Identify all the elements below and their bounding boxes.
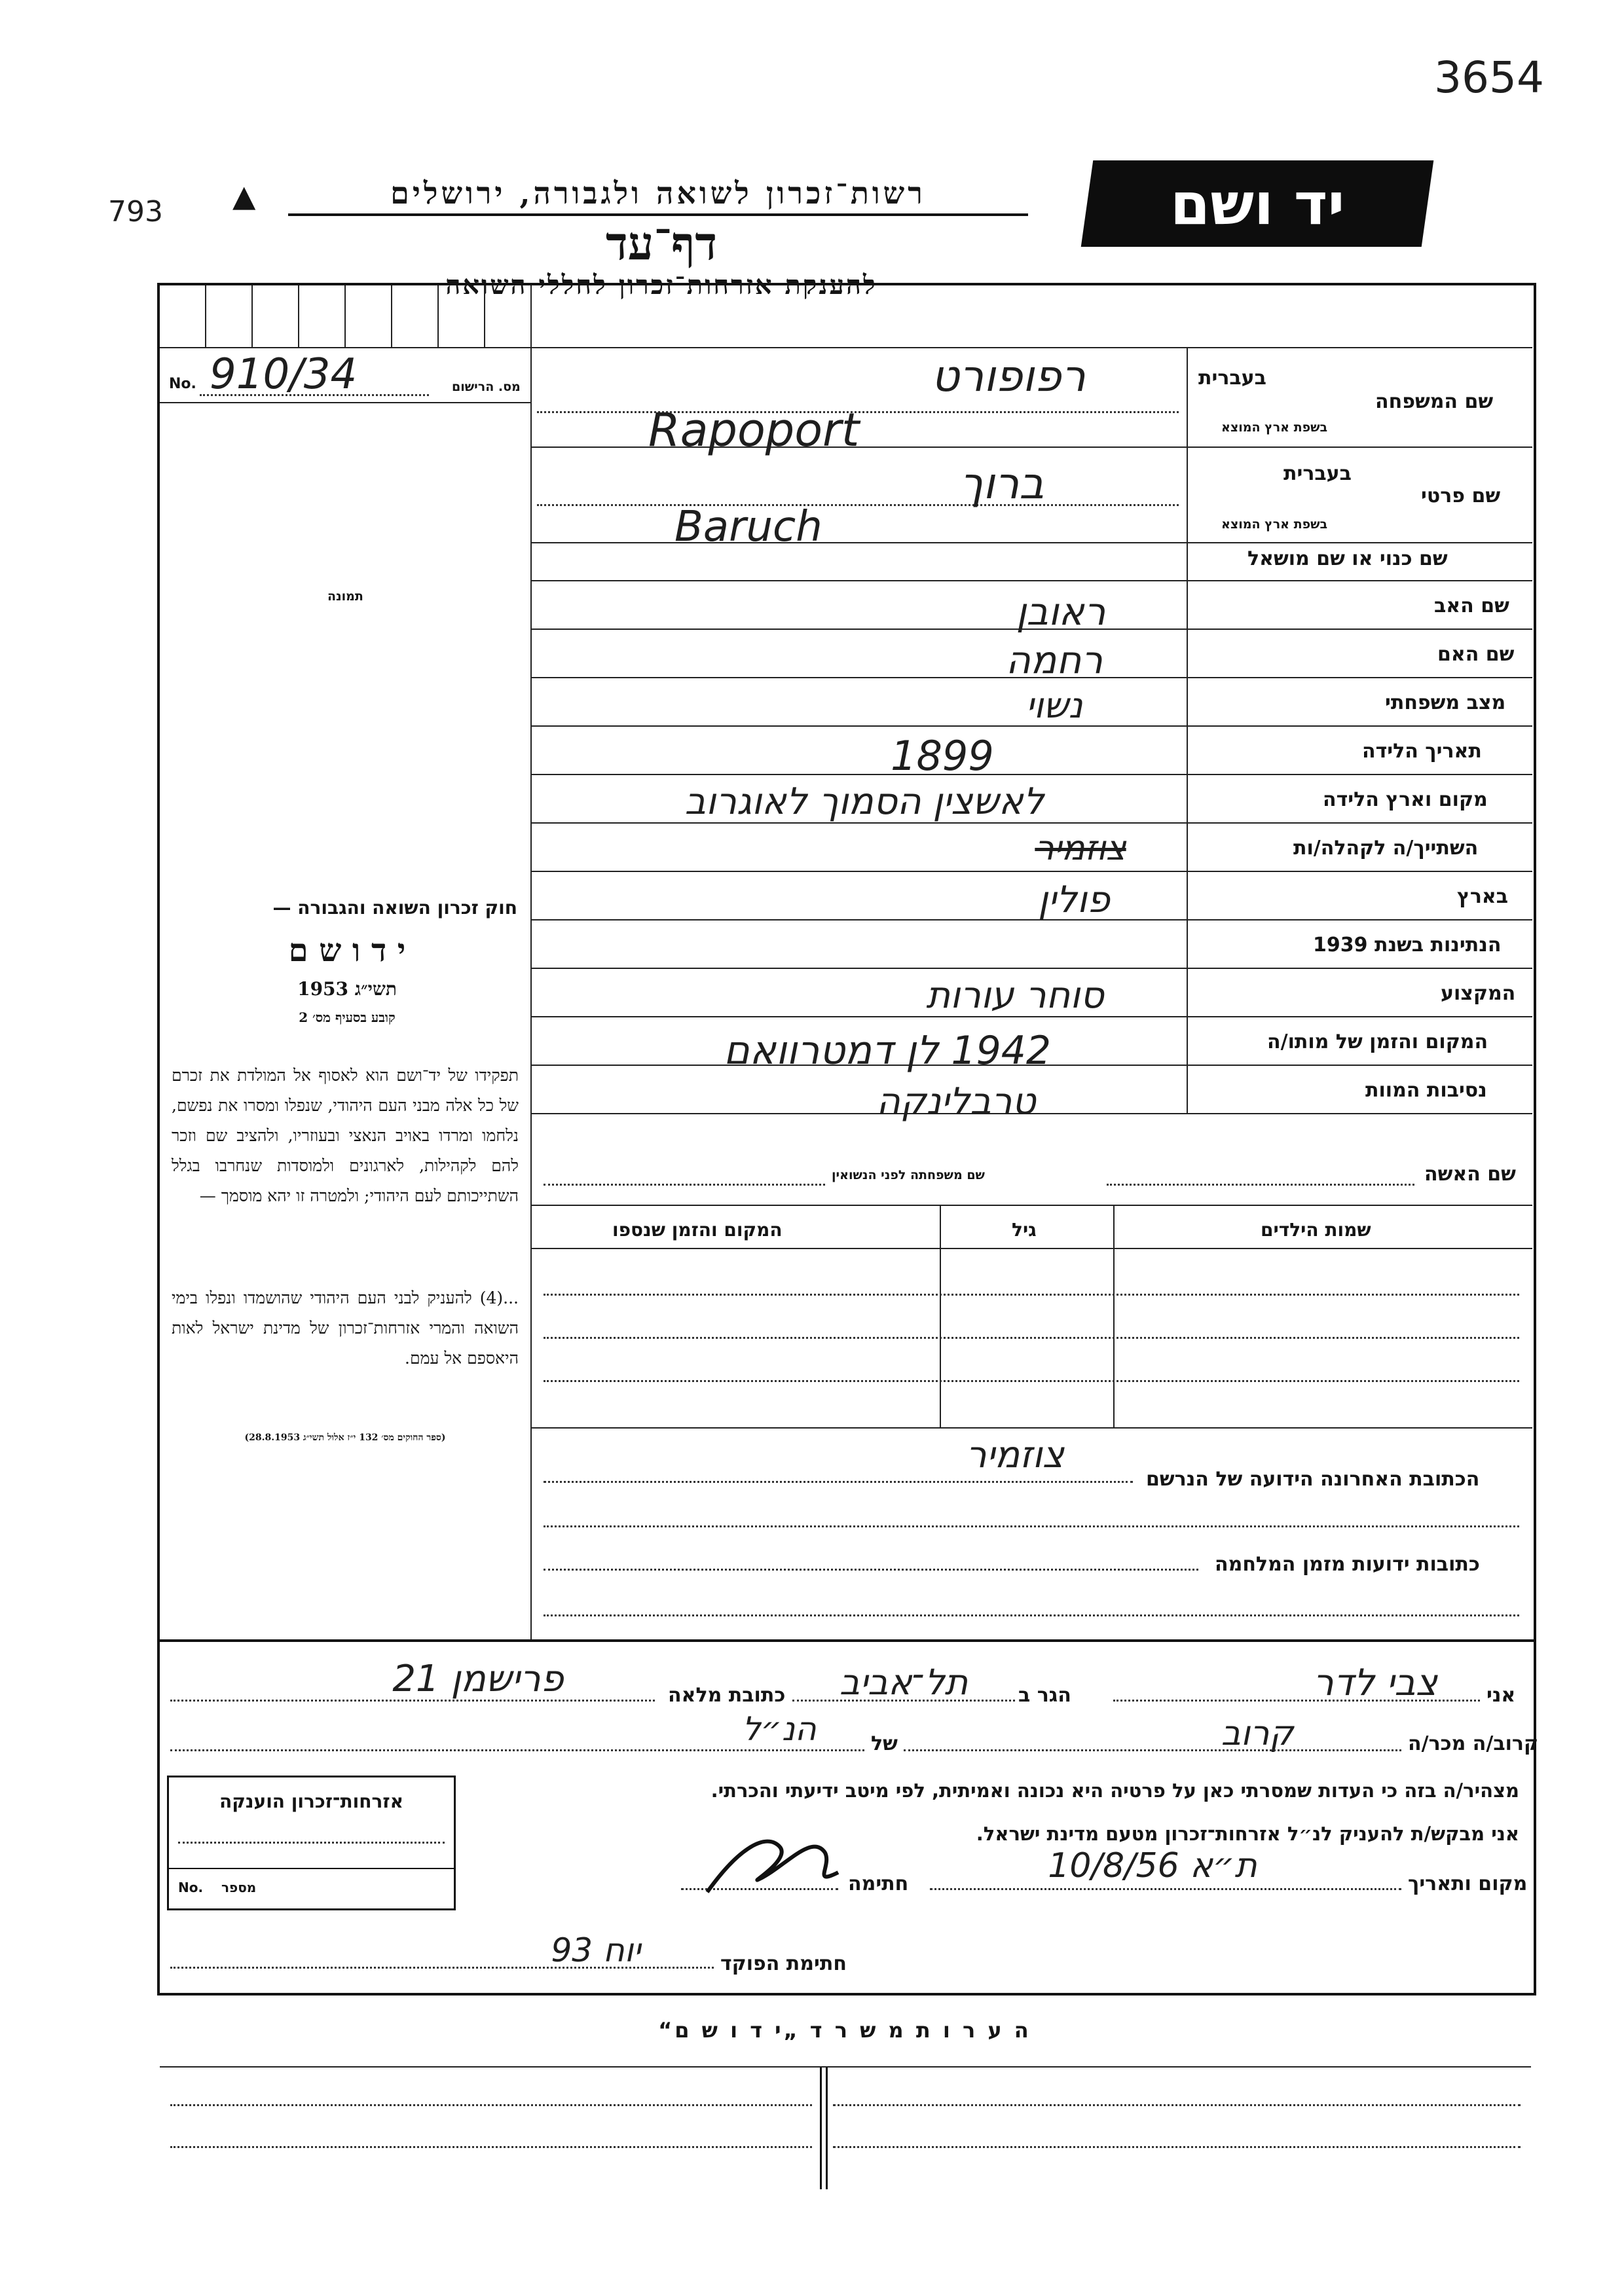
law-body: תפקידו של יד־ושם הוא לאסוף אל המולדת את זכרם של כל אלה מבני העם היהודי, שנפלו ומסרו את נפשם, נלחמו ומרדו באויב הנאצי ובעוזריו, ולהציב שם וזכר להם לקהילות, לארגונים ולמוסדות שנחרבו בגלל השתייכותם לעם היהודי; ולמטרה זו יהא מוסמך — (172, 1066, 519, 1205)
full-address-value[interactable]: פרישמן 21 (392, 1658, 564, 1700)
label-mother: שם האם (1437, 643, 1515, 666)
label-wife: שם האשה (1424, 1163, 1516, 1186)
label-first-name: שם פרטי (1421, 484, 1501, 507)
law-year: תשי״ג 1953 (297, 978, 397, 1000)
birthdate-value[interactable]: 1899 (891, 732, 994, 780)
label-signature: חתימה (848, 1872, 909, 1895)
law-clause: קובע בסעיף מס׳ 2 (299, 1010, 396, 1025)
birthplace-value[interactable]: לאשצין הסמוך לאוגרוב (684, 780, 1044, 823)
label-last-address: הכתובת האחרונה הידועה של הנרשם (1146, 1468, 1480, 1491)
label-place-date: מקום ותאריך (1408, 1872, 1528, 1895)
label-inspector-signature: חתימת הפוקד (720, 1952, 847, 1975)
death-circumstances-value[interactable]: טרבלינקה (876, 1080, 1036, 1123)
label-war-address: כתובות ידועות מזמן המלחמה (1215, 1553, 1480, 1576)
declaration-request: אני מבקש/ת להעניק לנ״ל אזרחות־זכרון מטעם מדינת ישראל. (976, 1823, 1519, 1845)
label-marital: מצב משפחתי (1385, 691, 1506, 714)
label-wife-maiden: שם משפחתה לפני הנשואין (832, 1168, 985, 1182)
profession-value[interactable]: סוחר עורות (926, 974, 1104, 1017)
law-body-clause4: ...(4) להעניק לבני העם היהודי שהושמדו ונפלו בימי השואה והמרי אזרחות־זכרון של מדינת ישראל לאות היאספם אל עמם. (172, 1288, 519, 1368)
photo-label: תמונה (327, 589, 363, 604)
law-source: (ספר החוקים מס׳ 132 י״ז אלול תשי״ג 28.8.1953) (244, 1432, 446, 1443)
law-title: חוק זכרון השואה והגבורה — (272, 897, 517, 919)
label-full-address: כתובת מלאה (668, 1684, 786, 1707)
registration-label: מס. הרישום (452, 380, 521, 394)
label-residing: הגר ב (1018, 1684, 1071, 1707)
community-value[interactable]: צוזמיר (1035, 829, 1126, 868)
mother-value[interactable]: רחמה (1006, 638, 1103, 682)
first-name-origin-value[interactable]: Baruch (674, 503, 822, 551)
stamp-box-no: No. (178, 1880, 204, 1895)
death-value[interactable]: 1942 לן דמטרוואם (723, 1028, 1052, 1074)
registration-no-label: No. (169, 376, 196, 392)
archive-number: 3654 (1434, 52, 1544, 103)
signature-scribble (681, 1820, 851, 1905)
first-name-hebrew-value[interactable]: ברוך (959, 458, 1044, 509)
label-death-circumstances: נסיבות המוות (1365, 1079, 1487, 1102)
place-date-value[interactable]: ת״א 10/8/56 (1048, 1846, 1257, 1886)
family-name-origin-value[interactable]: Rapoport (648, 403, 860, 457)
inspector-signature-value[interactable]: יוח 93 (551, 1931, 641, 1969)
left-column-divider (530, 285, 532, 1639)
label-i: אני (1486, 1684, 1516, 1707)
marital-value[interactable]: נשוי (1025, 685, 1083, 726)
yad-vashem-logo (1081, 160, 1434, 247)
label-hebrew-1: בעברית (1198, 367, 1266, 390)
stamp-box-number-label: מספר (221, 1880, 257, 1895)
flame-icon: ▲ (232, 178, 256, 213)
label-nickname: שם כנוי או שם מושאל (1247, 547, 1448, 570)
label-child-death: המקום והזמן שנספו (612, 1219, 783, 1241)
label-children-names: שמות הילדים (1261, 1219, 1371, 1241)
label-death: המקום והזמן של מותו/ה (1267, 1030, 1488, 1053)
notes-divider-line (820, 2068, 828, 2189)
logo-text: יד ושם (1170, 170, 1345, 238)
label-father: שם האב (1434, 594, 1509, 617)
label-country: בארץ (1457, 885, 1509, 908)
label-origin-lang-2: בשפת ארץ המוצא (1221, 517, 1328, 532)
relative-value[interactable]: קרוב (1221, 1714, 1294, 1753)
citizenship-stamp-box (167, 1776, 456, 1910)
label-age: גיל (1012, 1219, 1037, 1241)
registration-number[interactable]: 910/34 (210, 350, 358, 399)
stamp-box-title: אזרחות־זכרון הוענקה (219, 1791, 403, 1812)
label-birthdate: תאריך הלידה (1362, 740, 1482, 763)
registration-grid (160, 285, 530, 348)
declaration-divider (157, 1639, 1534, 1642)
residing-value[interactable]: תל־אביב (839, 1662, 969, 1703)
of-value[interactable]: הנ״ל (742, 1710, 817, 1748)
page-title: דף־עד (605, 216, 717, 270)
page-number: 793 (108, 195, 163, 228)
label-birthplace: מקום וארץ הלידה (1323, 788, 1488, 811)
declaration-statement: מצהיר/ה בזה כי העדות שמסרתי כאן על פרטיה היא נכונה ואמיתית, לפי מיטב ידיעתי והכרתי. (710, 1779, 1519, 1802)
label-profession: המקצוע (1441, 982, 1516, 1005)
page-subtitle: להענקת אזרחות־זכרון לחללי השואה (445, 270, 877, 301)
label-community: השתייך/ה לקהלה/ות (1293, 837, 1479, 860)
label-origin-lang-1: בשפת ארץ המוצא (1221, 420, 1328, 435)
last-address-value[interactable]: צוזמיר (965, 1434, 1065, 1476)
label-family-name: שם המשפחה (1375, 390, 1494, 413)
law-name: י ד ו ש ם (288, 932, 406, 969)
notes-title: ה ע ר ו ת מ ש ר ד „י ד ו ש ם“ (658, 2018, 1031, 2043)
label-of: של (871, 1732, 898, 1755)
label-citizenship: הנתינות בשנת 1939 (1313, 934, 1502, 957)
label-hebrew-2: בעברית (1283, 462, 1352, 485)
declarant-name-value[interactable]: צבי לדר (1313, 1662, 1437, 1704)
label-relative: קרוב/ה מכר/ה (1408, 1732, 1539, 1755)
notes-divider (157, 1993, 1534, 1995)
family-name-hebrew-value[interactable]: רפופורט (931, 351, 1086, 401)
father-value[interactable]: ראובן (1016, 589, 1106, 634)
authority-title: רשות־זכרון לשואה ולגבורה, ירושלים (288, 175, 1028, 216)
country-value[interactable]: פולין (1038, 879, 1110, 921)
label-column-divider (1187, 347, 1188, 1113)
